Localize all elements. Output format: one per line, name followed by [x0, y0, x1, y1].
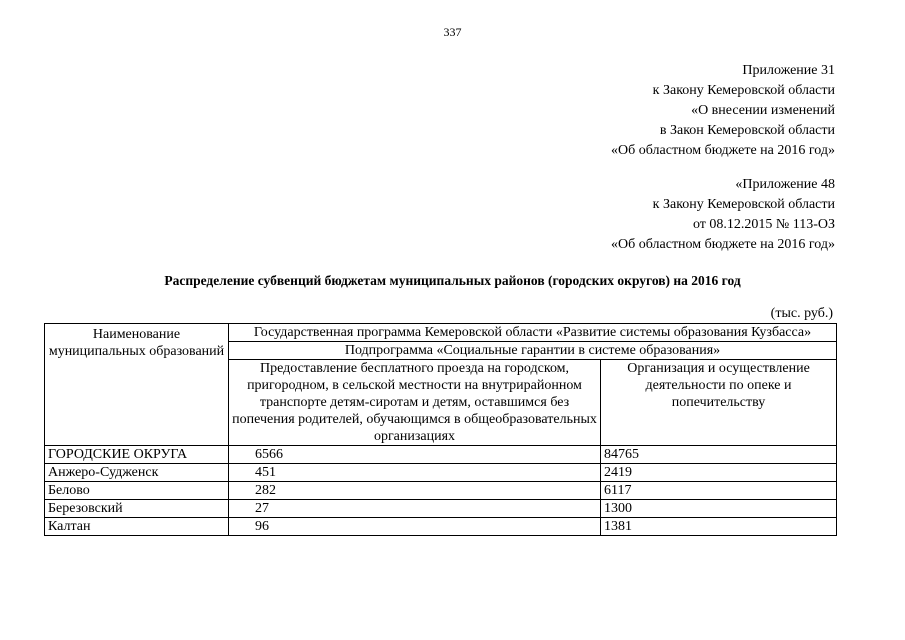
appendix-31-line: «Об областном бюджете на 2016 год» — [611, 143, 835, 158]
row-value-transport: 27 — [229, 500, 601, 518]
row-name: Белово — [45, 482, 229, 500]
header-subprogram-text: Подпрограмма «Социальные гарантии в системе образования» — [344, 343, 721, 358]
table-row — [45, 464, 837, 482]
row-value-guardianship: 1381 — [601, 518, 837, 536]
appendix-48-line: к Закону Кемеровской области — [652, 197, 835, 212]
appendix-31-line: к Закону Кемеровской области — [652, 83, 835, 98]
document-title: Распределение субвенций бюджетам муниципальных районов (городских округов) на 2016 год — [164, 273, 741, 288]
appendix-31-line: Приложение 31 — [742, 63, 835, 78]
row-name: Березовский — [45, 500, 229, 518]
appendix-48-block — [611, 175, 835, 255]
table-row — [45, 500, 837, 518]
row-value-guardianship: 1300 — [601, 500, 837, 518]
header-row-program — [45, 324, 837, 342]
subventions-table — [44, 323, 837, 536]
header-program — [229, 324, 837, 342]
row-value-transport: 282 — [229, 482, 601, 500]
table-row — [45, 482, 837, 500]
table-row — [45, 446, 837, 464]
header-subprogram — [229, 342, 837, 360]
header-free-transport — [229, 360, 601, 446]
row-value-guardianship: 84765 — [601, 446, 837, 464]
appendix-48-line: от 08.12.2015 № 113-ОЗ — [692, 217, 835, 232]
row-value-guardianship: 2419 — [601, 464, 837, 482]
appendix-48-line: «Приложение 48 — [735, 177, 835, 192]
header-program-text: Государственная программа Кемеровской области «Развитие системы образования Кузбасса» — [253, 325, 812, 340]
appendix-31-block — [611, 61, 835, 161]
row-name: Анжеро-Судженск — [45, 464, 229, 482]
header-municipality-name — [45, 324, 229, 446]
appendix-48-line: «Об областном бюджете на 2016 год» — [611, 237, 835, 252]
row-value-transport: 6566 — [229, 446, 601, 464]
appendix-31-line: в Закон Кемеровской области — [659, 123, 835, 138]
table-row — [45, 518, 837, 536]
page-number: 337 — [443, 25, 462, 39]
header-guardianship — [601, 360, 837, 446]
header-free-transport-text: Предоставление бесплатного проезда на городском, пригородном, в сельской местности на внутрирайонном транспорте детям-сиротам и детям, оставшимся без попечения родителей, обучающимся в общеобразовательных организациях — [232, 361, 597, 444]
units-label: (тыс. руб.) — [770, 306, 833, 321]
row-value-guardianship: 6117 — [601, 482, 837, 500]
row-value-transport: 96 — [229, 518, 601, 536]
row-name: ГОРОДСКИЕ ОКРУГА — [45, 446, 229, 464]
row-value-transport: 451 — [229, 464, 601, 482]
header-municipality-name-text: Наименование муниципальных образований — [48, 327, 225, 359]
row-name: Калтан — [45, 518, 229, 536]
appendix-31-line: «О внесении изменений — [691, 103, 835, 118]
header-guardianship-text: Организация и осуществление деятельности по опеке и попечительству — [627, 361, 810, 410]
